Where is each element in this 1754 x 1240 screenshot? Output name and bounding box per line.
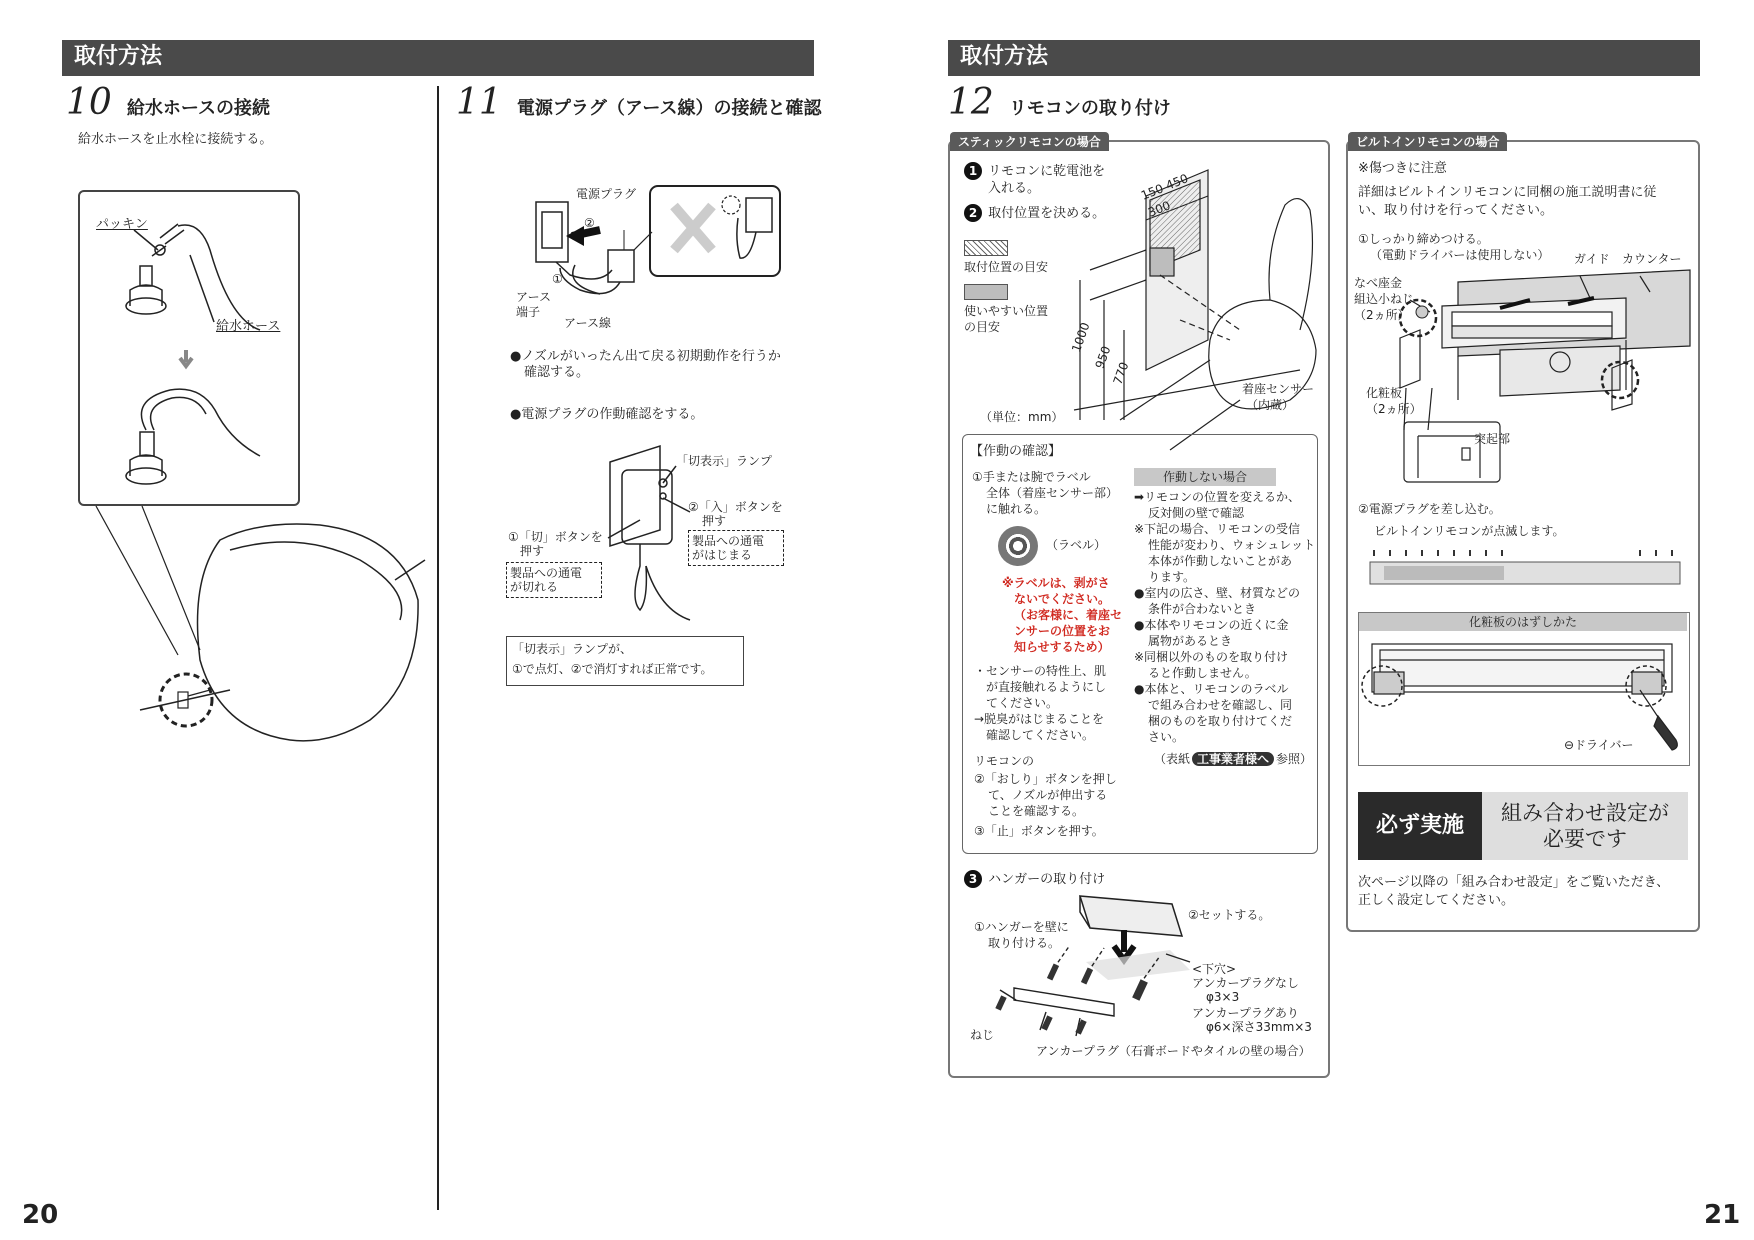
must-do-message <box>1482 792 1688 860</box>
legend-gray-label-1: 使いやすい位置 <box>964 304 1049 318</box>
scratch-caution: ※傷つきに注意 <box>1358 161 1447 176</box>
nw-line-8: 条件が合わないとき <box>1148 602 1257 616</box>
guide-label: ガイド <box>1574 252 1610 266</box>
builtin-detail-1: 詳細はビルトインリモコンに同梱の施工説明書に従 <box>1358 185 1657 200</box>
warn-line-1: ※ラベルは、剥がさ <box>1002 576 1110 590</box>
nw-line-4: 性能が変わり、ウォシュレット <box>1148 538 1316 552</box>
off-note-2: が切れる <box>510 580 559 594</box>
section-header-left: 取付方法 <box>62 40 814 76</box>
check-2-b: て、ノズルが伸出する <box>988 788 1108 802</box>
step-10-heading <box>66 82 270 123</box>
off-button-label-1: ①「切」ボタンを <box>508 530 603 544</box>
stick-remote-tab: スティックリモコンの場合 <box>950 132 1109 151</box>
panel-removal-title: 化粧板のはずしかた <box>1359 613 1687 631</box>
nw-line-17 <box>1154 752 1312 767</box>
nw-line-12: ると作動しません。 <box>1148 666 1257 680</box>
nw-ref-post: 参照） <box>1276 752 1313 766</box>
plug-label: 電源プラグ <box>576 187 637 201</box>
seat-sensor-label-1: 着座センサー <box>1242 382 1315 396</box>
driver-label: ⊖ドライバー <box>1564 738 1634 752</box>
note-1-b: が直接触れるようにし <box>986 680 1107 694</box>
step-title: 給水ホースの接続 <box>126 98 271 119</box>
legend-gray-label-2: の目安 <box>964 320 1001 334</box>
on-note-2: がはじまる <box>692 548 753 562</box>
page-number-right: 21 <box>1704 1200 1741 1230</box>
dim-300: 300 <box>1146 198 1173 220</box>
dim-150-450: 150 450 <box>1138 171 1191 203</box>
check-2-a: ②「おしり」ボタンを押し <box>974 772 1117 786</box>
off-note-1: 製品への通電 <box>510 566 583 580</box>
check-1-b: 全体（着座センサー部） <box>986 486 1119 500</box>
nw-line-6: ります。 <box>1148 570 1196 584</box>
step-12-heading <box>948 82 1171 123</box>
nw-line-3: ※下記の場合、リモコンの受信 <box>1134 522 1301 536</box>
note-2-b: 確認してください。 <box>986 728 1095 742</box>
circle-1-label: ① <box>552 272 563 286</box>
step-number: 11 <box>456 82 502 123</box>
legend-hatched-label: 取付位置の目安 <box>964 260 1049 274</box>
nw-line-5: 本体が作動しないことがあ <box>1148 554 1293 568</box>
builtin-step-1-b: （電動ドライバーは使用しない） <box>1370 248 1550 262</box>
next-page-note-2: 正しく設定してください。 <box>1358 893 1515 908</box>
nw-line-11: ※同梱以外のものを取り付け <box>1134 650 1289 664</box>
nw-line-15: 梱のものを取り付けてくだ <box>1148 714 1293 728</box>
protrusion-label: 突起部 <box>1474 432 1511 446</box>
nw-line-16: さい。 <box>1148 730 1185 744</box>
column-divider <box>437 86 439 1210</box>
step-10-desc: 給水ホースを止水栓に接続する。 <box>78 132 273 147</box>
step-3-text: ハンガーの取り付け <box>988 871 1106 887</box>
builtin-step-2: ②電源プラグを差し込む。 <box>1358 502 1501 516</box>
step-11-heading <box>456 82 821 123</box>
on-button-label-1: ②「入」ボタンを <box>688 500 783 514</box>
screw-label-3: （2ヵ所） <box>1354 308 1410 322</box>
packing-label: パッキン <box>96 217 148 232</box>
warn-line-3: （お客様に、着座セ <box>1014 608 1123 622</box>
step-1-text: リモコンに乾電池を <box>988 163 1106 179</box>
lamp-note-2: ①で点灯、②で消灯すれば正常です。 <box>512 662 713 676</box>
nw-line-1: ➡リモコンの位置を変えるか、 <box>1134 490 1301 504</box>
must-do-badge: 必ず実施 <box>1358 792 1482 860</box>
warn-line-5: 知らせするため） <box>1014 640 1110 654</box>
step-title: リモコンの取り付け <box>1008 98 1171 119</box>
check-2-c: ことを確認する。 <box>988 804 1085 818</box>
pilot-hole-2: アンカープラグなし <box>1192 976 1299 990</box>
off-button-label-2: 押す <box>520 544 545 558</box>
builtin-step-2-note: ビルトインリモコンが点滅します。 <box>1374 524 1565 538</box>
label-target-icon <box>998 526 1038 566</box>
note-1-a: ・センサーの特性上、肌 <box>974 664 1107 678</box>
note-1-c: てください。 <box>986 696 1059 710</box>
builtin-remote-tab: ビルトインリモコンの場合 <box>1348 132 1507 151</box>
hanger-step-1-a: ①ハンガーを壁に <box>974 920 1069 934</box>
bullet-initial-check-1: ●ノズルがいったん出て戻る初期動作を行うか <box>510 349 781 364</box>
lamp-note-1: 「切表示」ランプが、 <box>512 642 633 656</box>
must-msg-1: 組み合わせ設定が <box>1501 801 1669 825</box>
bullet-plug-check: ●電源プラグの作動確認をする。 <box>510 407 704 422</box>
on-button-label-2: 押す <box>702 514 727 528</box>
screw-label-1: なべ座金 <box>1354 276 1403 290</box>
check-1-c: に触れる。 <box>986 502 1047 516</box>
nw-line-9: ●本体やリモコンの近くに金 <box>1134 618 1289 632</box>
step-1-marker: 1 <box>964 162 982 180</box>
step-3-marker: 3 <box>964 870 982 888</box>
pilot-hole-1: <下穴> <box>1192 962 1237 976</box>
dim-950: 950 <box>1092 344 1114 371</box>
step-title: 電源プラグ（アース線）の接続と確認 <box>516 98 822 119</box>
lamp-label: 「切表示」ランプ <box>676 454 773 468</box>
nw-line-14: で組み合わせを確認し、同 <box>1148 698 1293 712</box>
nw-line-13: ●本体と、リモコンのラベル <box>1134 682 1289 696</box>
dim-770: 770 <box>1110 360 1132 387</box>
nw-line-7: ●室内の広さ、壁、材質などの <box>1134 586 1300 600</box>
step-2-marker: 2 <box>964 204 982 222</box>
label-word: （ラベル） <box>1046 538 1107 552</box>
panel-label-1: 化粧板 <box>1366 386 1403 400</box>
pilot-hole-4: アンカープラグあり <box>1192 1006 1299 1020</box>
bullet-initial-check-2: 確認する。 <box>524 365 590 380</box>
builtin-step-1-a: ①しっかり締めつける。 <box>1358 232 1489 246</box>
step-number: 12 <box>948 82 994 123</box>
nw-line-2: 反対側の壁で確認 <box>1148 506 1245 520</box>
check-3: ③「止」ボタンを押す。 <box>974 824 1104 838</box>
stick-step-1-cont: 入れる。 <box>988 181 1041 196</box>
nw-line-10: 属物があるとき <box>1148 634 1233 648</box>
legend-gray-swatch <box>964 284 1008 300</box>
dim-1000: 1000 <box>1069 320 1093 355</box>
screw-label-2: 組込小ねじ <box>1354 292 1415 306</box>
contractor-badge: 工事業者様へ <box>1192 752 1274 766</box>
section-header-right: 取付方法 <box>948 40 1700 76</box>
stick-step-3 <box>964 870 1105 888</box>
panel-label-2: （2ヵ所） <box>1366 402 1422 416</box>
nw-ref-pre: （表紙 <box>1154 752 1191 766</box>
panel-removal-illustration <box>0 0 1 1</box>
pilot-hole-3: φ3×3 <box>1206 990 1240 1004</box>
circle-2-label: ② <box>584 216 595 230</box>
anchor-label: アンカープラグ（石膏ボードやタイルの壁の場合） <box>1036 1044 1311 1058</box>
unit-label: （単位：mm） <box>980 410 1064 424</box>
stick-step-1 <box>964 162 1105 180</box>
builtin-detail-2: い、取り付けを行ってください。 <box>1358 203 1554 218</box>
page-number-left: 20 <box>22 1200 59 1230</box>
counter-label: カウンター <box>1622 252 1682 266</box>
check-1-a: ①手または腕でラベル <box>972 470 1091 484</box>
hose-label: 給水ホース <box>216 319 281 334</box>
must-msg-2: 必要です <box>1543 827 1627 851</box>
step-number: 10 <box>66 82 112 123</box>
not-working-title: 作動しない場合 <box>1134 468 1276 486</box>
earth-wire-label: アース線 <box>564 316 612 330</box>
remote-label: リモコンの <box>974 754 1035 768</box>
next-page-note-1: 次ページ以降の「組み合わせ設定」をご覧いただき、 <box>1358 875 1670 890</box>
operation-check-title: 【作動の確認】 <box>970 444 1062 459</box>
hanger-step-2: ②セットする。 <box>1188 908 1271 922</box>
pilot-hole-5: φ6×深さ33mm×3 <box>1206 1020 1312 1034</box>
warn-line-2: ないでください。 <box>1014 592 1111 606</box>
screw-label: ねじ <box>970 1028 995 1042</box>
seat-sensor-label-2: （内蔵） <box>1246 398 1295 412</box>
earth-terminal-label: アース 端子 <box>516 290 552 319</box>
hanger-step-1-b: 取り付ける。 <box>988 936 1061 950</box>
on-note-1: 製品への通電 <box>692 534 765 548</box>
step-2-text: 取付位置を決める。 <box>988 205 1106 221</box>
stick-step-2 <box>964 204 1105 222</box>
hose-detail-box <box>78 190 300 506</box>
legend-hatched-swatch <box>964 240 1008 256</box>
warn-line-4: ンサーの位置をお <box>1014 624 1111 638</box>
note-2-a: →脱臭がはじまることを <box>974 712 1105 726</box>
